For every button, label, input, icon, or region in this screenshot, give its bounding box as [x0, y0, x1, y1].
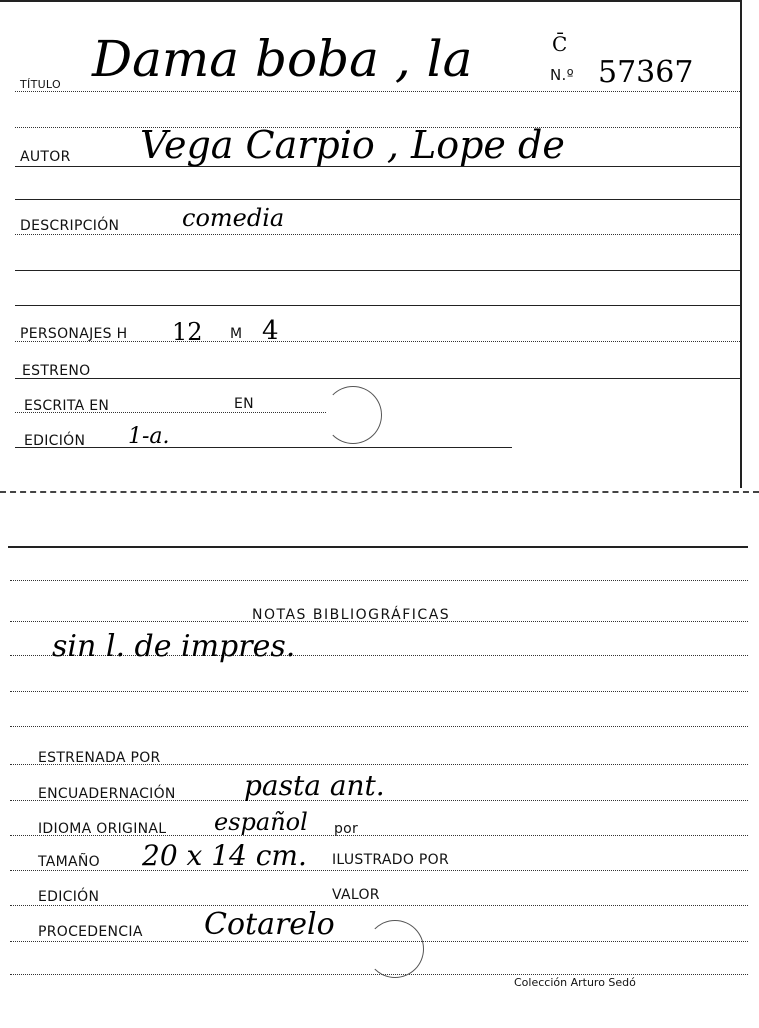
edicion-label: EDICIÓN [24, 433, 86, 449]
notas-value: sin l. de impres. [52, 629, 296, 664]
procedencia-label: PROCEDENCIA [38, 924, 143, 940]
personajes-m-label: M [230, 326, 243, 342]
numero-value: 57367 [598, 55, 694, 90]
catalog-card-front [0, 0, 742, 488]
estrenada-label: ESTRENADA POR [38, 750, 161, 766]
notas-line [10, 726, 748, 727]
idioma-por-label: por [334, 821, 359, 837]
tamano-label: TAMAÑO [38, 854, 100, 870]
notas-label: NOTAS BIBLIOGRÁFICAS [252, 607, 451, 623]
notas-line [10, 691, 748, 692]
tamano-line [10, 870, 748, 871]
encuadernacion-value: pasta ant. [244, 769, 385, 802]
idioma-label: IDIOMA ORIGINAL [38, 821, 167, 837]
personajes-h-value: 12 [172, 318, 203, 346]
ilustrado-label: ILUSTRADO POR [332, 852, 449, 868]
titulo-line [15, 91, 740, 92]
escrita-label: ESCRITA EN [24, 398, 110, 414]
personajes-m-value: 4 [262, 316, 279, 346]
catalog-card-back [8, 546, 748, 1018]
collection-credit: Colección Arturo Sedó [514, 976, 636, 989]
descripcion-label: DESCRIPCIÓN [20, 218, 120, 234]
edicion-line [10, 905, 748, 906]
autor-label: AUTOR [20, 149, 71, 165]
en-label: EN [234, 396, 254, 412]
divider [15, 305, 740, 306]
autor-value: Vega Carpio , Lope de [140, 123, 565, 167]
divider [10, 580, 748, 581]
encuadernacion-label: ENCUADERNACIÓN [38, 786, 176, 802]
personajes-label: PERSONAJES H [20, 326, 128, 342]
divider [15, 199, 740, 200]
punch-hole [324, 386, 382, 444]
edicion-value: 1-a. [128, 424, 170, 449]
estreno-label: ESTRENO [22, 363, 91, 379]
numero-mark: C̄ [552, 32, 568, 56]
valor-label: VALOR [332, 887, 380, 903]
numero-label: N.º [550, 66, 574, 84]
divider [10, 974, 748, 975]
divider [15, 270, 740, 271]
punch-hole [366, 920, 424, 978]
estreno-line [15, 378, 740, 379]
idioma-value: español [214, 808, 308, 836]
descripcion-line [15, 234, 740, 235]
descripcion-value: comedia [182, 204, 285, 232]
titulo-label: TÍTULO [20, 78, 61, 91]
tamano-value: 20 x 14 cm. [142, 839, 307, 872]
titulo-value: Dama boba , la [92, 30, 473, 88]
edicion-label: EDICIÓN [38, 889, 100, 905]
card-edge [0, 491, 759, 493]
procedencia-value: Cotarelo [204, 907, 335, 942]
edicion-line [15, 447, 512, 448]
